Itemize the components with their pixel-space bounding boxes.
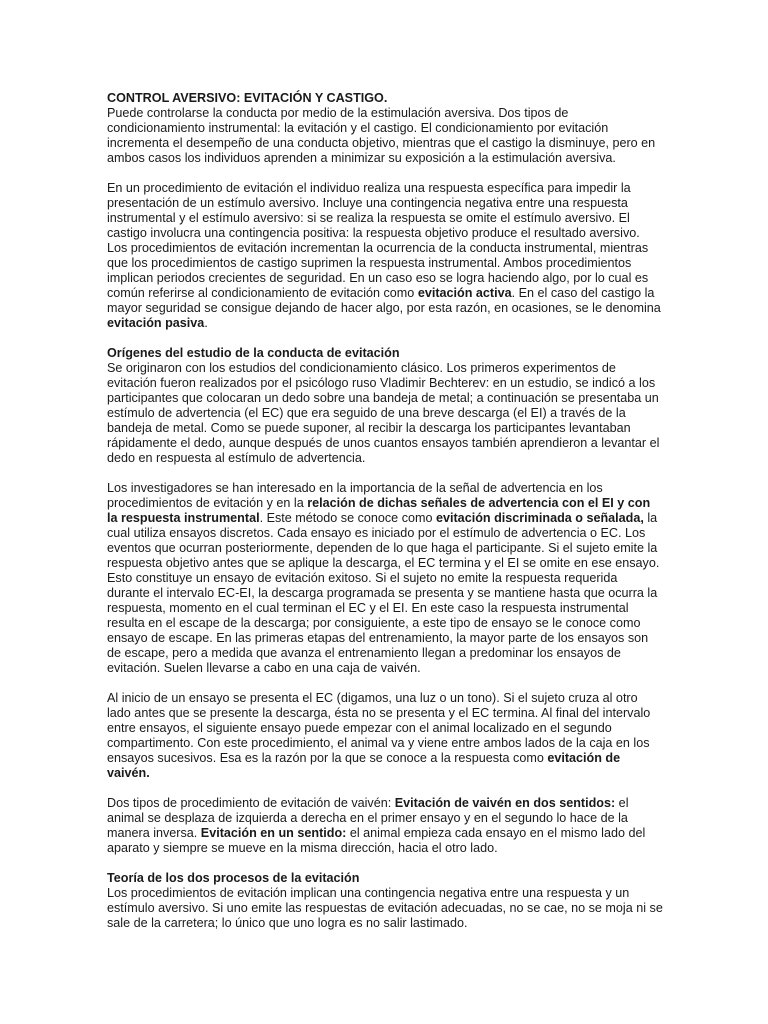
paragraph-teoria: Los procedimientos de evitación implican una contingencia negativa entre una respuesta y un estímulo aversivo. Si uno emite las respuestas de evitación adecuadas, no se cae, no se moja ni se sale de la carretera; lo único que uno logra es no salir lastimado. [107,886,663,930]
term-relacion-senales: relación de dichas señales de advertencia con el EI y con la respuesta instrumental [107,496,651,525]
term-evitacion-activa: evitación activa [417,286,512,300]
section-heading-teoria: Teoría de los dos procesos de la evitación [107,871,360,885]
text-run: el animal se desplaza de izquierda a derecha en el primer ensayo y en el segundo lo hace de la manera inversa. [107,796,629,840]
text-run: Los investigadores se han interesado en la importancia de la señal de advertencia en los procedimientos de evitación y en la [107,481,603,510]
text-run: En un procedimiento de evitación el individuo realiza una respuesta específica para impedir la presentación de un estímulo aversivo. Incluye una contingencia negativa entre una respuesta instrumental y el estímulo aversivo: si se realiza la respuesta se omite el estímulo aversivo. El castigo involucra una contingencia positiva: la respuesta objetivo produce el resultado aversivo. Los procedimientos de evitación incrementan la ocurrencia de la conducta instrumental, mientras que los procedimientos de castigo suprimen la respuesta instrumental. Ambos procedimientos implican periodos crecientes de seguridad. En un caso eso se logra haciendo algo, por lo cual es común referirse al condicionamiento de evitación como [107,181,649,300]
document-body [107,91,663,931]
term-evitacion-discriminada: evitación discriminada o señalada, [435,511,644,525]
paragraph-origenes: Se originaron con los estudios del condicionamiento clásico. Los primeros experimentos de evitación fueron realizados por el psicólogo ruso Vladimir Bechterev: en un estudio, se indicó a los participantes que colocaran un dedo sobre una bandeja de metal; a continuación se presentaba un estímulo de advertencia (el EC) que era seguido de una breve descarga (el EI) a través de la bandeja de metal. Como se puede suponer, al recibir la descarga los participantes levantaban rápidamente el dedo, aunque después de unos cuantos ensayos también aprendieron a levantar el dedo en respuesta al estímulo de advertencia. [107,361,660,465]
term-dos-sentidos: Evitación de vaivén en dos sentidos: [394,796,616,810]
text-run: el animal empieza cada ensayo en el mismo lado del aparato y siempre se mueve en la misma dirección, hacia el otro lado. [107,826,646,855]
term-un-sentido: Evitación en un sentido: [200,826,347,840]
text-run: . Este método se conoce como [259,511,436,525]
text-run: Dos tipos de procedimiento de evitación de vaivén: [107,796,395,810]
text-run: . [204,316,208,330]
paragraph-senal-advertencia [107,481,663,676]
document-title: CONTROL AVERSIVO: EVITACIÓN Y CASTIGO. [107,91,388,105]
term-evitacion-vaiven: evitación de vaivén. [107,751,621,780]
term-evitacion-pasiva: evitación pasiva [107,316,205,330]
paragraph-intro: Puede controlarse la conducta por medio de la estimulación aversiva. Dos tipos de condicionamiento instrumental: la evitación y el castigo. El condicionamiento por evitación incrementa el desempeño de una conducta objetivo, mientras que el castigo la disminuye, pero en ambos casos los individuos aprenden a minimizar su exposición a la estimulación aversiva. [107,106,656,165]
text-run: . En el caso del castigo la mayor seguridad se consigue dejando de hacer algo, por esta razón, en ocasiones, se le denomina [107,286,661,315]
text-run: Al inicio de un ensayo se presenta el EC (digamos, una luz o un tono). Si el sujeto cruza al otro lado antes que se presente la descarga, ésta no se presenta y el EC termina. Al final del intervalo entre ensayos, el siguiente ensayo puede empezar con el animal localizado en el segundo compartimento. Con este procedimiento, el animal va y viene entre ambos lados de la caja en los ensayos sucesivos. Esa es la razón por la que se conoce a la respuesta como [107,691,651,765]
paragraph-evitacion-castigo [107,181,663,331]
section-heading-origenes: Orígenes del estudio de la conducta de evitación [107,346,400,360]
text-run: la cual utiliza ensayos discretos. Cada ensayo es iniciado por el estímulo de advertencia o EC. Los eventos que ocurran posteriormente, dependen de lo que haga el participante. Si el sujeto emite la respuesta objetivo antes que se aplique la descarga, el EC termina y el EI se omite en ese ensayo. Esto constituye un ensayo de evitación exitoso. Si el sujeto no emite la respuesta requerida durante el intervalo EC-EI, la descarga programada se presenta y se mantiene hasta que ocurra la respuesta, momento en el cual terminan el EC y el EI. En este caso la respuesta instrumental resulta en el escape de la descarga; por consiguiente, a este tipo de ensayo se le conoce como ensayo de escape. En las primeras etapas del entrenamiento, la mayor parte de los ensayos son de escape, pero a medida que avanza el entrenamiento llegan a predominar los ensayos de evitación. Suelen llevarse a cabo en una caja de vaivén. [107,511,660,675]
paragraph-tipos-vaiven [107,796,663,856]
paragraph-caja-vaiven [107,691,663,781]
